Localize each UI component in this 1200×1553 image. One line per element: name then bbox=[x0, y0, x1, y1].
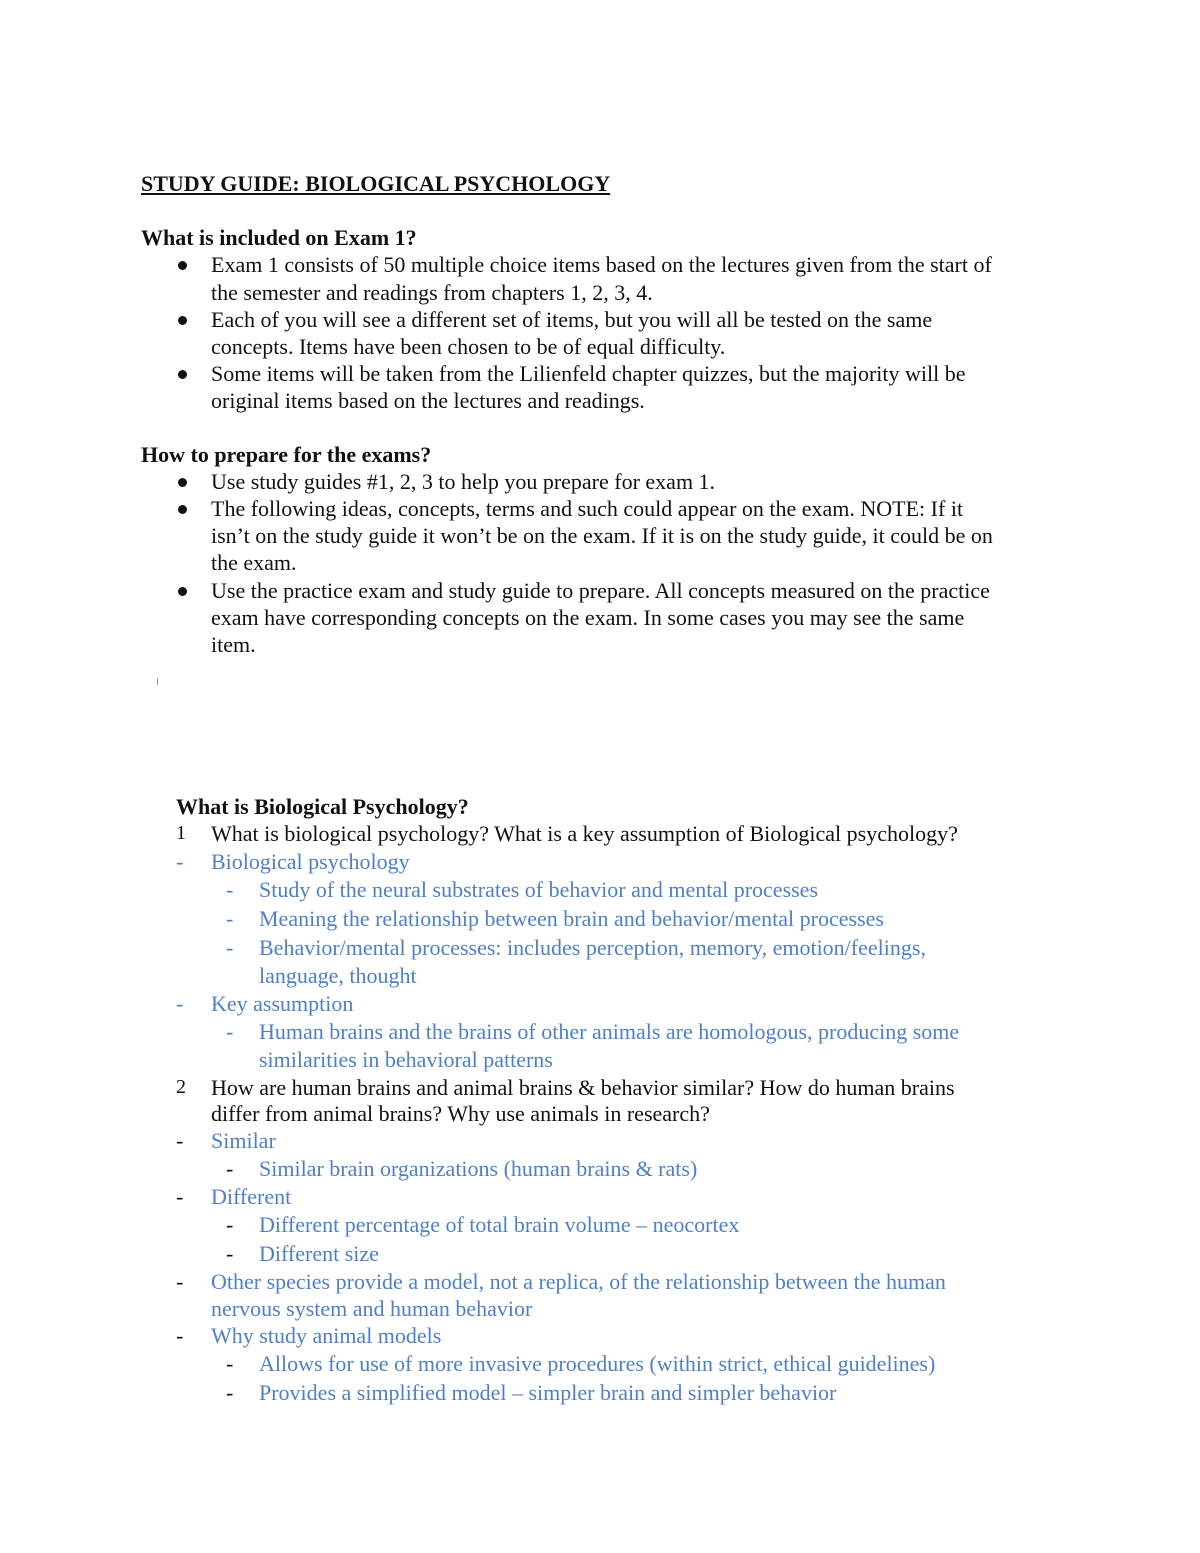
question-text: How are human brains and animal brains & behavior similar? How do human brains bbox=[211, 1075, 955, 1100]
bullet-text: Exam 1 consists of 50 multiple choice items based on the lectures given from the start of bbox=[211, 252, 992, 277]
dash-marker: - bbox=[176, 1323, 184, 1348]
answer-subitem: Different percentage of total brain volume – neocortex bbox=[259, 1212, 740, 1237]
question-number: 2 bbox=[176, 1076, 186, 1098]
document-title: STUDY GUIDE: BIOLOGICAL PSYCHOLOGY bbox=[141, 171, 611, 196]
bullet-text: concepts. Items have been chosen to be of equal difficulty. bbox=[211, 334, 726, 359]
answer-item: Other species provide a model, not a replica, of the relationship between the human bbox=[211, 1269, 946, 1294]
answer-subitem: Study of the neural substrates of behavior and mental processes bbox=[259, 877, 819, 902]
answer-item: Key assumption bbox=[211, 991, 354, 1016]
answer-subitem: language, thought bbox=[259, 963, 417, 988]
bullet-icon bbox=[178, 261, 187, 270]
bullet-text: original items based on the lectures and readings. bbox=[211, 388, 645, 413]
bullet-text: the exam. bbox=[211, 550, 297, 575]
question-number: 1 bbox=[176, 822, 186, 844]
section-heading-bio-psych: What is Biological Psychology? bbox=[176, 794, 469, 819]
dash-marker: - bbox=[226, 877, 234, 902]
answer-item: Why study animal models bbox=[211, 1323, 442, 1348]
question-text: differ from animal brains? Why use animals in research? bbox=[211, 1101, 710, 1126]
dash-marker: - bbox=[226, 935, 234, 960]
dash-marker: - bbox=[176, 1184, 184, 1209]
dash-marker: - bbox=[226, 1156, 234, 1181]
answer-item: Different bbox=[211, 1184, 292, 1209]
answer-subitem: Provides a simplified model – simpler brain and simpler behavior bbox=[259, 1380, 837, 1405]
dash-marker: - bbox=[226, 1019, 234, 1044]
bullet-text: Use the practice exam and study guide to prepare. All concepts measured on the practice bbox=[211, 578, 990, 603]
answer-subitem: Similar brain organizations (human brains & rats) bbox=[259, 1156, 698, 1181]
answer-subitem: Different size bbox=[259, 1241, 379, 1266]
dash-marker: - bbox=[226, 1241, 234, 1266]
question-text: What is biological psychology? What is a key assumption of Biological psychology? bbox=[211, 821, 958, 846]
dash-marker: - bbox=[176, 1128, 184, 1153]
dash-marker: - bbox=[226, 1212, 234, 1237]
section-heading-prepare: How to prepare for the exams? bbox=[141, 442, 432, 467]
bullet-text: isn’t on the study guide it won’t be on the exam. If it is on the study guide, it could be on bbox=[211, 523, 993, 548]
section-heading-exam: What is included on Exam 1? bbox=[141, 225, 417, 250]
stray-mark bbox=[157, 678, 158, 685]
answer-subitem: Human brains and the brains of other animals are homologous, producing some bbox=[259, 1019, 960, 1044]
bullet-icon bbox=[178, 316, 187, 325]
bullet-text: exam have corresponding concepts on the exam. In some cases you may see the same bbox=[211, 605, 965, 630]
bullet-icon bbox=[178, 505, 187, 514]
bullet-text: Each of you will see a different set of items, but you will all be tested on the same bbox=[211, 307, 933, 332]
answer-item: Biological psychology bbox=[211, 849, 410, 874]
bullet-icon bbox=[178, 370, 187, 379]
answer-subitem: similarities in behavioral patterns bbox=[259, 1047, 553, 1072]
bullet-icon bbox=[178, 587, 187, 596]
bullet-text: Use study guides #1, 2, 3 to help you prepare for exam 1. bbox=[211, 469, 716, 494]
dash-marker: - bbox=[226, 1380, 234, 1405]
bullet-icon bbox=[178, 478, 187, 487]
bullet-text: Some items will be taken from the Lilienfeld chapter quizzes, but the majority will be bbox=[211, 361, 966, 386]
answer-item: Similar bbox=[211, 1128, 276, 1153]
answer-item: nervous system and human behavior bbox=[211, 1296, 533, 1321]
bullet-text: item. bbox=[211, 632, 256, 657]
answer-subitem: Meaning the relationship between brain and behavior/mental processes bbox=[259, 906, 884, 931]
dash-marker: - bbox=[176, 849, 184, 874]
dash-marker: - bbox=[176, 1269, 184, 1294]
answer-subitem: Behavior/mental processes: includes perception, memory, emotion/feelings, bbox=[259, 935, 926, 960]
dash-marker: - bbox=[226, 906, 234, 931]
bullet-text: The following ideas, concepts, terms and such could appear on the exam. NOTE: If it bbox=[211, 496, 964, 521]
dash-marker: - bbox=[176, 991, 184, 1016]
bullet-text: the semester and readings from chapters 1, 2, 3, 4. bbox=[211, 280, 653, 305]
dash-marker: - bbox=[226, 1351, 234, 1376]
answer-subitem: Allows for use of more invasive procedures (within strict, ethical guidelines) bbox=[259, 1351, 936, 1376]
